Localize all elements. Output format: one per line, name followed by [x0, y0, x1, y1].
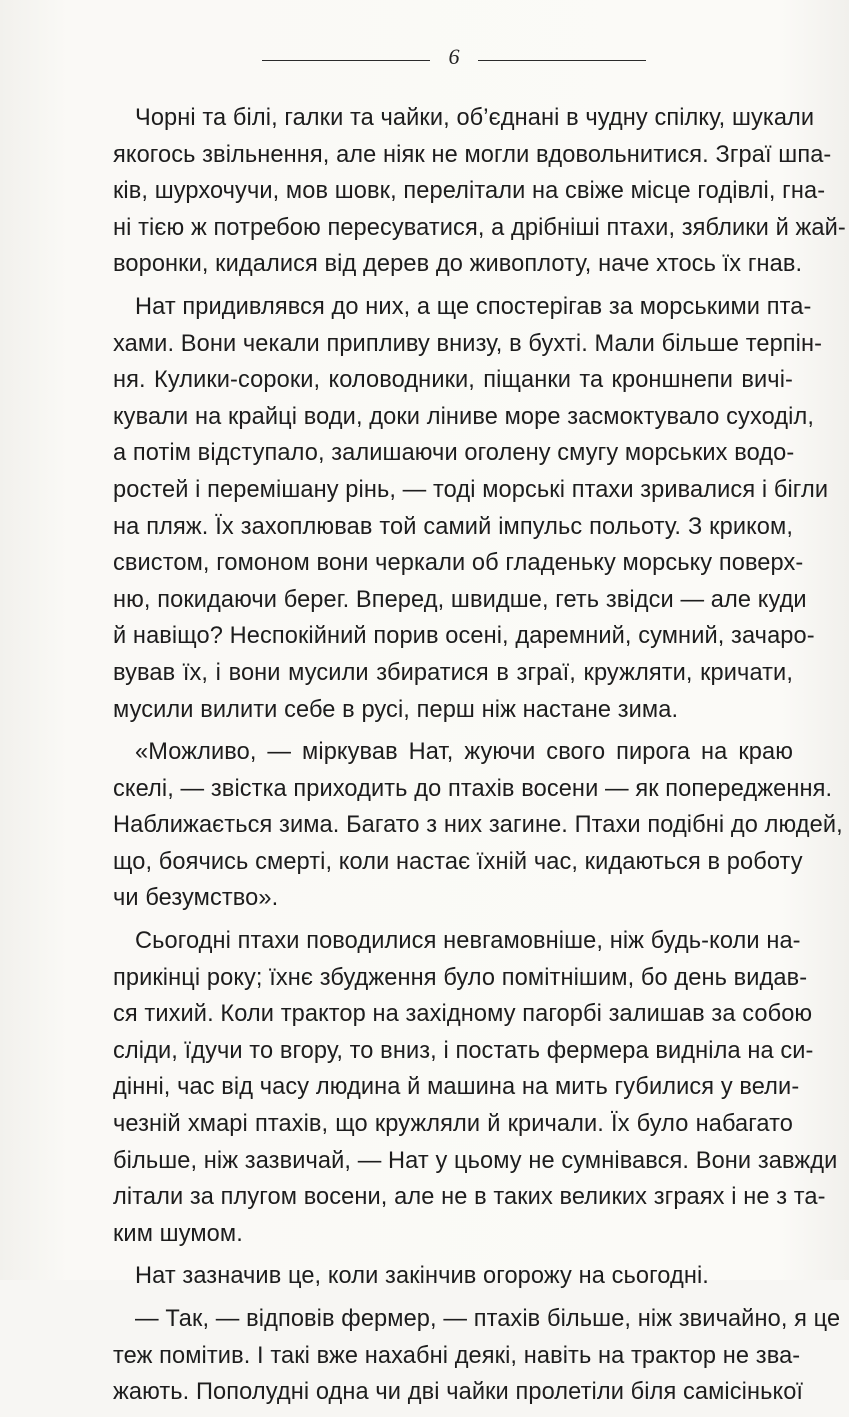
text-line: Чорні та білі, галки та чайки, об’єднані в чудну спілку, шукали [135, 105, 815, 131]
paragraph [113, 1258, 793, 1295]
header-rule-right [478, 60, 646, 61]
text-line: ню, покидаючи берег. Вперед, швидше, геть звідси — але куди [113, 586, 807, 613]
text-line: вував їх, і вони мусили збиратися в зграї, кружляти, кричати, [113, 659, 793, 686]
text-line: й навіщо? Неспокійний порив осені, даремний, сумний, зачаро- [113, 623, 815, 650]
body-text [113, 100, 846, 1417]
text-line: кували на крайці води, доки ліниве море засмоктувало суходіл, [113, 403, 815, 430]
text-line: жають. Пополудні одна чи дві чайки пролетіли біля самісінької [113, 1379, 804, 1406]
text-line: на пляж. Їх захоплював той самий імпульс польоту. З криком, [113, 513, 793, 540]
text-line: — Так, — відповів фермер, — птахів більше, ніж звичайно, я це [135, 1306, 841, 1332]
text-line: Наближається зима. Багато з них загине. Птахи подібні до людей, [113, 812, 843, 839]
page-number: 6 [448, 44, 460, 69]
text-line: скелі, — звістка приходить до птахів восени — як попередження. [113, 775, 833, 802]
page-header [0, 42, 849, 78]
text-line: більше, ніж зазвичай, — Нат у цьому не сумнівався. Вони завжди [113, 1147, 838, 1174]
paragraph [113, 1301, 841, 1411]
text-line: якогось звільнення, але ніяк не могли вдовольнитися. Зграї шпа- [113, 141, 832, 168]
text-line: Сьогодні птахи поводилися невгамовніше, ніж будь-коли на- [135, 928, 801, 955]
text-line: літали за плугом восени, але не в таких великих зграях і не з та- [113, 1184, 826, 1211]
text-line: сліди, їдучи то вгору, то вниз, і постать фермера видніла на си- [113, 1037, 814, 1064]
text-line: ся тихий. Коли трактор на західному пагорбі залишав за собою [113, 1001, 813, 1028]
paragraph [113, 734, 843, 917]
text-line: прикінці року; їхнє збудження було помітнішим, бо день видав- [113, 964, 808, 991]
text-line: дінні, час від часу людина й машина на мить губилися у вели- [113, 1074, 800, 1101]
text-line: Нат зазначив це, коли закінчив огорожу на сьогодні. [135, 1263, 709, 1290]
paragraph [113, 923, 838, 1252]
paragraph [113, 100, 846, 283]
text-line: ня. Кулики-сороки, коловодники, піщанки та кроншнепи вичі- [113, 367, 793, 394]
text-line: ростей і перемішану рінь, — тоді морські птахи зривалися і бігли [113, 476, 829, 503]
text-line: ким шумом. [113, 1220, 243, 1247]
text-line: чи безумство». [113, 885, 279, 912]
paragraph [113, 289, 829, 728]
text-line: «Можливо, — міркував Нат, жуючи свого пирога на краю [135, 739, 793, 766]
text-line: Нат придивлявся до них, а ще спостерігав за морськими пта- [135, 293, 812, 320]
text-line: що, боячись смерті, коли настає їхній час, кидаються в роботу [113, 848, 803, 875]
text-line: чезній хмарі птахів, що кружляли й кричали. Їх було набагато [113, 1111, 793, 1138]
text-line: а потім відступало, залишаючи оголену смугу морських водо- [113, 440, 795, 467]
text-line: ні тією ж потребою пересуватися, а дрібніші птахи, зяблики й жай- [113, 214, 846, 241]
text-line: свистом, гомоном вони черкали об гладеньку морську поверх- [113, 550, 804, 577]
text-line: теж помітив. І такі вже нахабні деякі, навіть на трактор не зва- [113, 1342, 801, 1369]
text-line: ків, шурхочучи, мов шовк, перелітали на свіже місце годівлі, гна- [113, 178, 826, 205]
text-line: мусили вилити себе в русі, перш ніж настане зима. [113, 696, 679, 723]
text-line: хами. Вони чекали припливу внизу, в бухті. Мали більше терпін- [113, 330, 823, 357]
text-line: воронки, кидалися від дерев до живоплоту, наче хтось їх гнав. [113, 251, 803, 278]
header-rule-left [262, 60, 430, 61]
